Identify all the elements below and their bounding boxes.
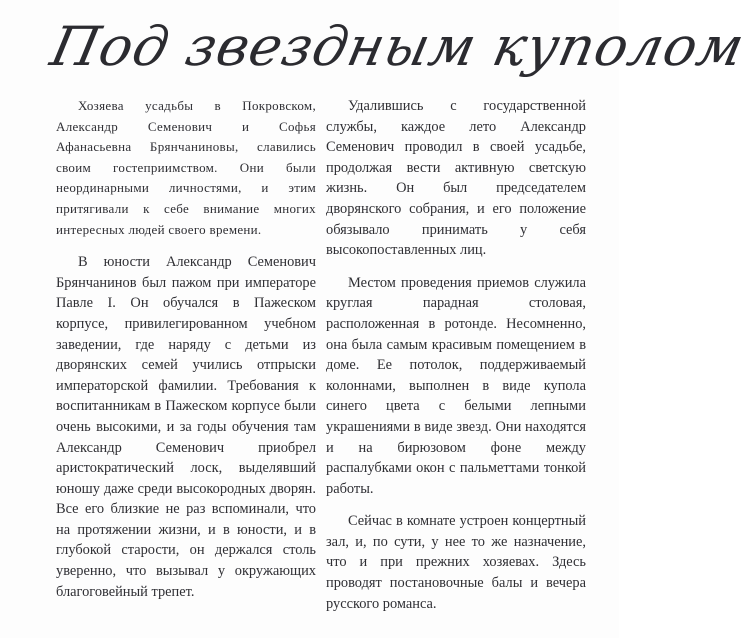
left-paragraph-1: Хозяева усадьбы в Покровском, Александр Семенович и Софья Афанасьевна Брянчаниновы, славились своим гостеприимством. Они были неординарными личностями, и этим притягивали к себе внимание многих интересных людей своего времени.: [56, 98, 316, 237]
left-column: [56, 96, 316, 614]
right-paragraph-2: Местом проведения приемов служила круглая парадная столовая, расположенная в ротонде. Несомненно, она была самым красивым помещением в доме. Ее потолок, поддерживаемый колоннами, выполнен в виде купола синего цвета с белыми лепными украшениями в виде звезд. Они находятся и на бирюзовом фоне между распалубками окон с пальметтами тонкой работы.: [326, 274, 586, 497]
right-paragraph-3: Сейчас в комнате устроен концертный зал, и, по сути, у нее то же назначение, что и при прежних хозяевах. Здесь проводят постановочные балы и вечера русского романса.: [326, 513, 586, 612]
left-paragraph-2: В юности Александр Семенович Брянчанинов был пажом при императоре Павле I. Он обучался в Пажеском корпусе, привилегированном учебном заведении, где наряду с детьми из дворянских семей учились отпрыски императорской фамилии. Требования к воспитанникам в Пажеском корпусе были очень высокими, и за годы обучения там Александр Семенович приобрел аристократический лоск, выделявший юношу даже среди высокородных дворян. Все его близкие не раз вспоминали, что на протяжении жизни, и в юности, и в глубокой старости, он держался столь уверенно, что вызывал у окружающих благоговейный трепет.: [56, 254, 316, 600]
article-title: Под звездным куполом: [45, 15, 751, 78]
right-column: [326, 96, 586, 626]
right-paragraph-1: Удалившись с государственной службы, каждое лето Александр Семенович проводил в своей усадьбе, продолжая вести активную светскую жизнь. Он был председателем дворянского собрания, и его положение обязывало принимать у себя высокопоставленных лиц.: [326, 98, 586, 259]
